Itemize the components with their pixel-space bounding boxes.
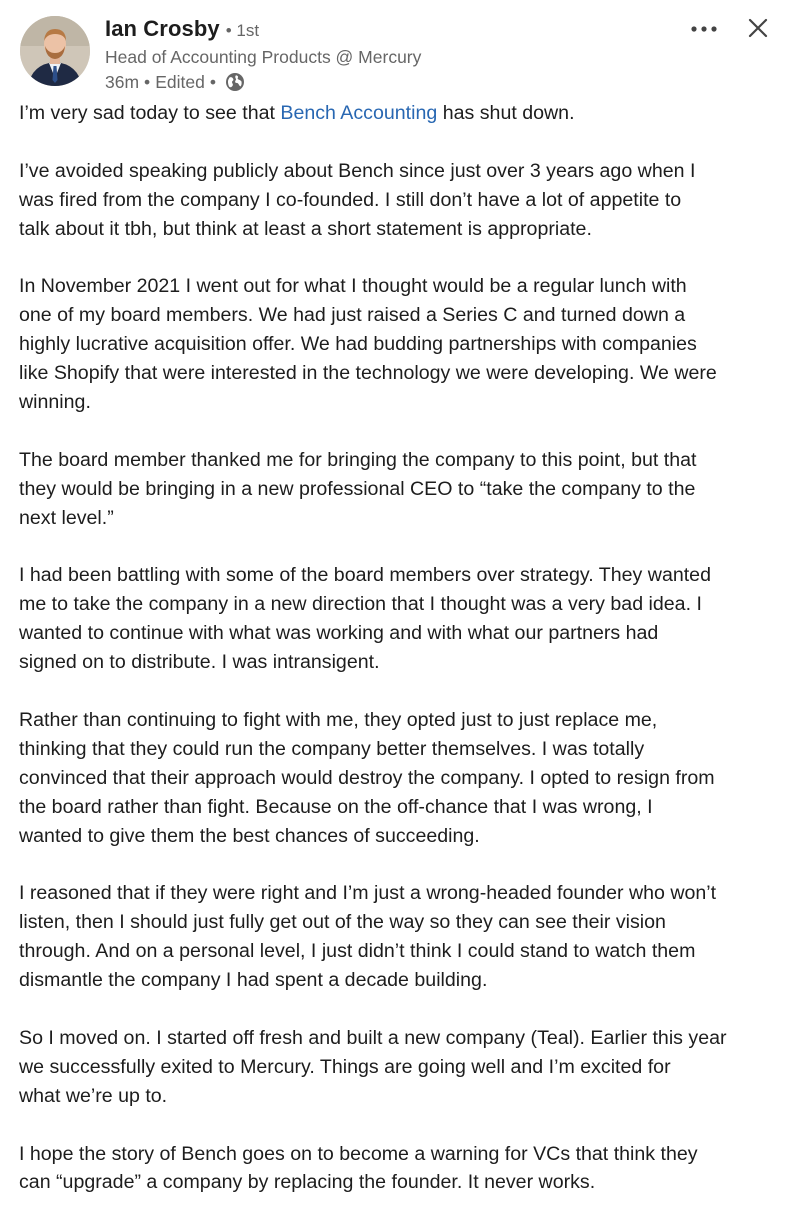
connection-degree: • 1st <box>225 21 260 40</box>
post-text: I’m very sad today to see that <box>19 102 281 124</box>
post-paragraph: Rather than continuing to fight with me, they opted just to just replace me, thinking that they could run the company better themselves. I was totally convinced that their approach would destroy the company. I opted to resign from the board rather than fight. Because on the off-chance that I was wrong, I wanted to give them the best chances of succeeding. <box>19 708 715 847</box>
separator-dot: • <box>209 71 216 92</box>
separator-dot: • <box>144 71 151 92</box>
post-paragraph: The board member thanked me for bringing the company to this point, but that they would be bringing in a new professional CEO to “take the company to the next level.” <box>19 448 697 529</box>
post-paragraph: In November 2021 I went out for what I thought would be a regular lunch with one of my board members. We had just raised a Series C and turned down a highly lucrative acquisition offer. We had budding partnerships with companies like Shopify that were interested in the technology we were developing. We were winning. <box>19 275 717 414</box>
post-text: has shut down. <box>437 102 575 124</box>
post-body <box>19 99 781 1226</box>
post-timestamp-row <box>105 70 421 94</box>
close-icon <box>746 16 770 40</box>
post-paragraph: I reasoned that if they were right and I’m just a wrong-headed founder who won’t listen, then I should just fully get out of the way so they can see their vision through. And on a personal level, I just didn’t think I could stand to watch them dismantle the company I had spent a decade building. <box>19 882 717 992</box>
bench-accounting-link[interactable]: Bench Accounting <box>280 102 438 124</box>
edited-label: Edited <box>155 71 205 92</box>
author-headline: Head of Accounting Products @ Mercury <box>105 47 422 67</box>
post-header <box>20 16 770 90</box>
more-horizontal-icon <box>690 25 718 33</box>
post-paragraph <box>19 99 781 128</box>
post-paragraph: So I moved on. I started off fresh and built a new company (Teal). Earlier this year we successfully exited to Mercury. Things are going well and I’m excited for what we’re up to. <box>19 1026 727 1107</box>
more-options-button[interactable] <box>690 18 718 40</box>
post-paragraph: I’ve avoided speaking publicly about Bench since just over 3 years ago when I was fired from the company I co-founded. I still don’t have a lot of appetite to talk about it tbh, but think at least a short statement is appropriate. <box>19 159 696 240</box>
name-row <box>105 16 421 46</box>
avatar-image <box>20 16 90 86</box>
post-time: 36m <box>105 71 140 92</box>
post-paragraph: I had been battling with some of the board members over strategy. They wanted me to take the company in a new direction that I thought was a very bad idea. I wanted to continue with what was working and with what our partners had signed on to distribute. I was intransigent. <box>19 564 711 674</box>
post-paragraph: I hope the story of Bench goes on to become a warning for VCs that think they can “upgrade” a company by replacing the founder. It never works. <box>19 1142 698 1194</box>
avatar[interactable] <box>20 16 90 86</box>
author-meta <box>105 16 421 94</box>
author-name[interactable]: Ian Crosby <box>105 16 220 41</box>
globe-icon <box>225 72 245 92</box>
close-button[interactable] <box>746 16 770 40</box>
